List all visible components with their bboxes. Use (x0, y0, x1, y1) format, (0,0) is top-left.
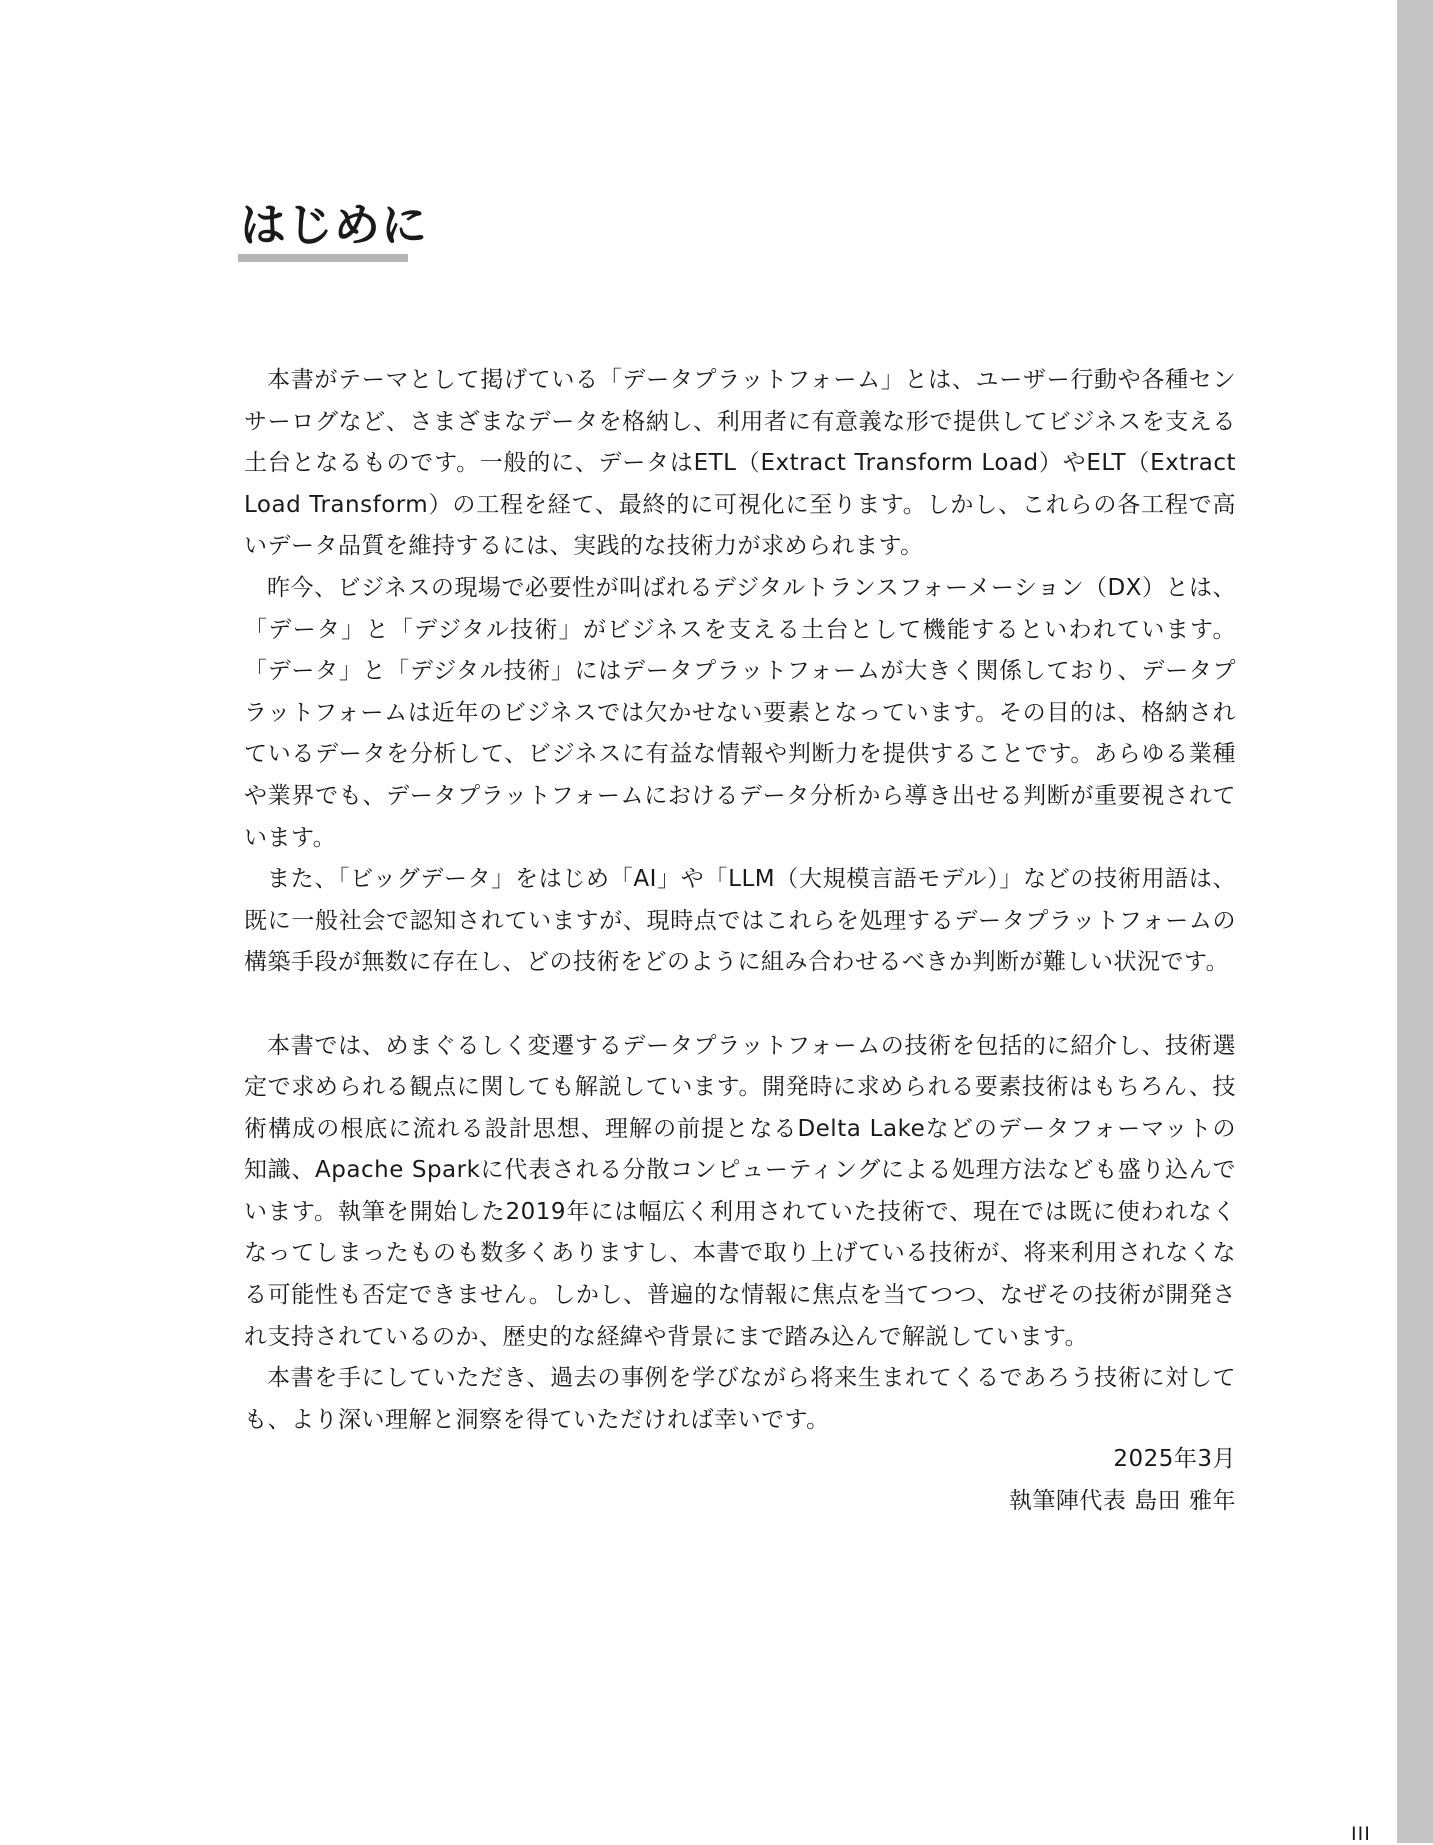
section-gap (244, 984, 1236, 1026)
paragraph-1: 本書がテーマとして掲げている「データプラットフォーム」とは、ユーザー行動や各種センサーログなど、さまざまなデータを格納し、利用者に有意義な形で提供してビジネスを支える土台となるものです。一般的に、データはETL（Extract Transform Load）やELT（Extract Load Transform）の工程を経て、最終的に可視化に至ります。しかし、これらの各工程で高いデータ品質を維持するには、実践的な技術力が求められます。 (244, 367, 1236, 560)
title-underline (238, 254, 408, 262)
body-text (244, 360, 1236, 1441)
paragraph-2: 昨今、ビジネスの現場で必要性が叫ばれるデジタルトランスフォーメーション（DX）とは、「データ」と「デジタル技術」がビジネスを支える土台として機能するといわれています。「データ」と「デジタル技術」にはデータプラットフォームが大きく関係しており、データプラットフォームは近年のビジネスでは欠かせない要素となっています。その目的は、格納されているデータを分析して、ビジネスに有益な情報や判断力を提供することです。あらゆる業種や業界でも、データプラットフォームにおけるデータ分析から導き出せる判断が重要視されています。 (244, 574, 1236, 851)
paragraph-4: 本書では、めまぐるしく変遷するデータプラットフォームの技術を包括的に紹介し、技術選定で求められる観点に関しても解説しています。開発時に求められる要素技術はもちろん、技術構成の根底に流れる設計思想、理解の前提となるDelta Lakeなどのデータフォーマットの知識、Apache Sparkに代表される分散コンピューティングによる処理方法なども盛り込んでいます。執筆を開始した2019年には幅広く利用されていた技術で、現在では既に使われなくなってしまったものも数多くありますし、本書で取り上げている技術が、将来利用されなくなる可能性も否定できません。しかし、普遍的な情報に焦点を当てつつ、なぜその技術が開発され支持されているのか、歴史的な経緯や背景にまで踏み込んで解説しています。 (244, 1032, 1236, 1350)
signature-block (1009, 1439, 1236, 1522)
paragraph-5: 本書を手にしていただき、過去の事例を学びながら将来生まれてくるであろう技術に対しても、より深い理解と洞察を得ていただければ幸いです。 (244, 1365, 1236, 1433)
paragraph-3: また、「ビッグデータ」をはじめ「AI」や「LLM（大規模言語モデル）」などの技術用語は、既に一般社会で認知されていますが、現時点ではこれらを処理するデータプラットフォームの構築手段が無数に存在し、どの技術をどのように組み合わせるべきか判断が難しい状況です。 (244, 866, 1236, 976)
signature-date: 2025年3月 (1113, 1446, 1236, 1472)
page-title: はじめに (240, 198, 428, 252)
signature-author: 執筆陣代表 島田 雅年 (1008, 1487, 1236, 1514)
page-number: III (1351, 1823, 1371, 1845)
page-edge-band (1397, 0, 1433, 1843)
